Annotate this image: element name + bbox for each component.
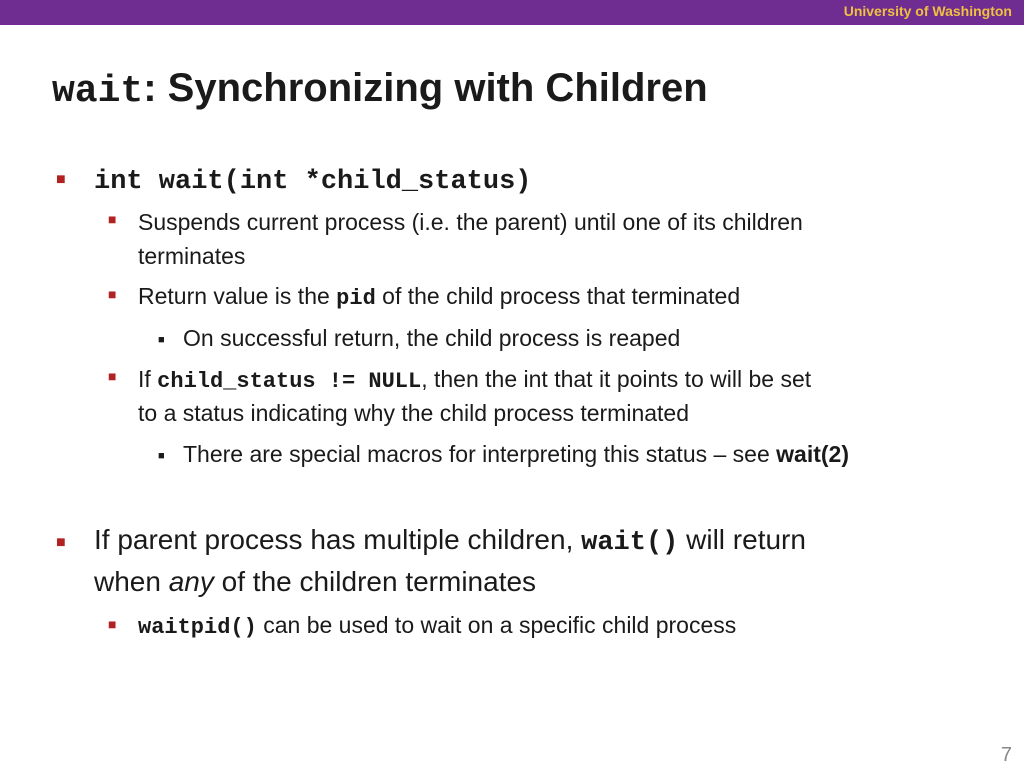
title-code: wait [52,70,144,113]
page-number: 7 [1000,744,1012,766]
waitpid-text: can be used to wait on a specific child process [256,612,737,638]
macros-ref: wait(2) [776,441,850,467]
return-text-b: of the child process that terminated [375,283,741,309]
bullet-signature [94,163,531,197]
bullet-square-icon: ■ [108,286,117,302]
macros-line [183,441,849,468]
multi-children-line-2 [94,566,536,598]
when-em: any [168,566,214,597]
header-bar [0,0,1024,25]
suspends-line-2: terminates [138,243,246,269]
return-value-line [138,283,740,311]
multi-code: wait() [581,528,679,558]
multi-text-a: If parent process has multiple children, [94,524,582,555]
if-text-b: , then the int that it points to will be set [421,366,812,392]
when-text-b: of the children terminates [213,566,537,597]
bullet-square-icon: ■ [108,211,117,227]
title-text: : Synchronizing with Children [143,66,708,110]
institution-label: University of Washington [843,3,1012,19]
macros-text: There are special macros for interpreting this status – see [183,441,777,467]
return-code: pid [336,286,376,311]
suspends-line-1: Suspends current process (i.e. the parent) until one of its children [138,209,803,235]
waitpid-code: waitpid() [138,615,257,640]
bullet-small-square-icon: ■ [158,450,165,462]
bullet-small-square-icon: ■ [158,334,165,346]
if-status-line-1 [138,366,811,394]
bullet-square-icon: ■ [108,616,117,632]
signature-code: int wait(int *child_status) [94,167,532,197]
slide-title [52,66,708,113]
multi-text-b: will return [678,524,806,555]
bullet-square-icon: ■ [108,368,117,384]
when-text-a: when [94,566,169,597]
multi-children-line-1 [94,524,806,558]
bullet-square-icon: ■ [56,534,66,551]
return-text-a: Return value is the [138,283,337,309]
bullet-square-icon: ■ [56,171,66,188]
waitpid-line [138,612,736,640]
if-code: child_status != NULL [157,369,422,394]
if-text-a: If [138,366,158,392]
reaped-line: On successful return, the child process is reaped [183,325,681,351]
if-status-line-2: to a status indicating why the child process terminated [138,400,690,426]
